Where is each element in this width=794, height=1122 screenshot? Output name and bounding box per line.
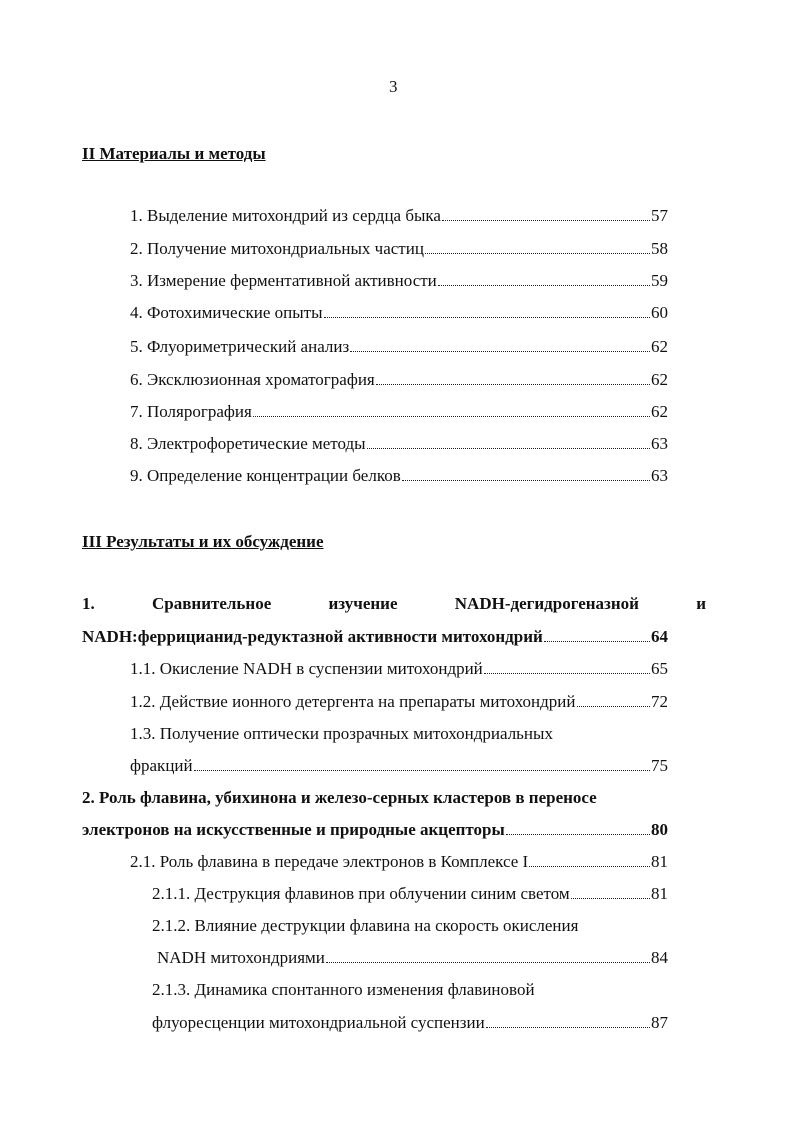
- dot-leader: [438, 270, 650, 286]
- toc-item-2-1-2-line1[interactable]: [152, 915, 668, 937]
- toc-text: 5. Флуориметрический анализ: [130, 337, 350, 356]
- toc-page: 64: [651, 627, 668, 646]
- toc-item-methods-3[interactable]: [130, 270, 668, 292]
- toc-chapter-2[interactable]: [82, 819, 668, 841]
- toc-item-1-3-line1[interactable]: [130, 723, 668, 745]
- toc-page: 65: [651, 659, 668, 678]
- dot-leader: [376, 369, 650, 385]
- toc-text: 2. Роль флавина, убихинона и железо-серных кластеров в переносе: [82, 788, 597, 807]
- toc-item-2-1[interactable]: [130, 851, 668, 873]
- page-number: 3: [389, 77, 398, 96]
- dot-leader: [253, 401, 650, 417]
- toc-item-1-3[interactable]: [130, 755, 668, 777]
- toc-text: 1. Выделение митохондрий из сердца быка: [130, 206, 441, 225]
- toc-item-2-1-3[interactable]: [152, 1012, 668, 1034]
- toc-item-methods-2[interactable]: [130, 238, 668, 260]
- word: Сравнительное: [151, 594, 272, 613]
- toc-page: 63: [651, 434, 668, 453]
- toc-text: 6. Эксклюзионная хроматография: [130, 370, 375, 389]
- word: NADH-дегидрогеназной: [454, 594, 639, 613]
- toc-chapter-1-line1: [82, 594, 706, 614]
- dot-leader: [544, 626, 650, 642]
- toc-page: 59: [651, 271, 668, 290]
- toc-page: 80: [651, 820, 668, 839]
- toc-text: 4. Фотохимические опыты: [130, 303, 323, 322]
- toc-page: 60: [651, 303, 668, 322]
- toc-page: 63: [651, 466, 668, 485]
- toc-item-2-1-2[interactable]: [157, 947, 668, 969]
- toc-text: 9. Определение концентрации белков: [130, 466, 401, 485]
- toc-text: 1.2. Действие ионного детергента на препараты митохондрий: [130, 692, 576, 711]
- toc-page: 81: [651, 884, 668, 903]
- toc-item-1-2[interactable]: [130, 691, 668, 713]
- toc-text: 7. Полярография: [130, 402, 252, 421]
- dot-leader: [529, 851, 650, 867]
- dot-leader: [402, 465, 650, 481]
- toc-chapter-2-line1[interactable]: [82, 787, 668, 809]
- toc-item-1-1[interactable]: [130, 658, 668, 680]
- dot-leader: [425, 238, 650, 254]
- word: и: [696, 594, 706, 613]
- section-heading-materials: II Материалы и методы: [82, 144, 266, 163]
- toc-text: 2.1.1. Деструкция флавинов при облучении синим светом: [152, 884, 570, 903]
- dot-leader: [571, 883, 650, 899]
- toc-text: 1.3. Получение оптически прозрачных митохондриальных: [130, 724, 553, 743]
- toc-text: 2.1. Роль флавина в передаче электронов в Комплексе I: [130, 852, 529, 871]
- toc-text: 2.1.3. Динамика спонтанного изменения флавиновой: [152, 980, 535, 999]
- toc-text: 2. Получение митохондриальных частиц: [130, 239, 424, 258]
- toc-item-methods-7[interactable]: [130, 401, 668, 423]
- toc-item-methods-9[interactable]: [130, 465, 668, 487]
- word: изучение: [328, 594, 398, 613]
- dot-leader: [486, 1012, 650, 1028]
- toc-text: 3. Измерение ферментативной активности: [130, 271, 437, 290]
- toc-text: фракций: [130, 756, 193, 775]
- toc-chapter-1[interactable]: [82, 626, 668, 648]
- toc-item-2-1-3-line1[interactable]: [152, 979, 668, 1001]
- toc-page: 57: [651, 206, 668, 225]
- toc-page: 87: [651, 1013, 668, 1032]
- toc-page: 75: [651, 756, 668, 775]
- toc-page: 72: [651, 692, 668, 711]
- dot-leader: [506, 819, 650, 835]
- dot-leader: [442, 205, 650, 221]
- toc-item-methods-6[interactable]: [130, 369, 668, 391]
- toc-page: 62: [651, 370, 668, 389]
- toc-page: 81: [651, 852, 668, 871]
- toc-text: NADH:феррицианид-редуктазной активности митохондрий: [82, 627, 543, 646]
- word: 1.: [82, 594, 95, 613]
- toc-page: 62: [651, 337, 668, 356]
- toc-text: флуоресценции митохондриальной суспензии: [152, 1013, 485, 1032]
- toc-item-methods-1[interactable]: [130, 205, 668, 227]
- dot-leader: [484, 658, 650, 674]
- toc-item-2-1-1[interactable]: [152, 883, 668, 905]
- toc-item-methods-4[interactable]: [130, 302, 668, 324]
- dot-leader: [324, 302, 650, 318]
- dot-leader: [326, 947, 650, 963]
- toc-item-methods-8[interactable]: [130, 433, 668, 455]
- toc-text: 2.1.2. Влияние деструкции флавина на скорость окисления: [152, 916, 579, 935]
- toc-page: 58: [651, 239, 668, 258]
- toc-page: 62: [651, 402, 668, 421]
- dot-leader: [367, 433, 650, 449]
- toc-text: NADH митохондриями: [157, 948, 325, 967]
- toc-page: 84: [651, 948, 668, 967]
- toc-text: 8. Электрофоретические методы: [130, 434, 366, 453]
- toc-text: электронов на искусственные и природные акцепторы: [82, 820, 505, 839]
- section-heading-results: III Результаты и их обсуждение: [82, 532, 324, 551]
- toc-text: 1.1. Окисление NADH в суспензии митохондрий: [130, 659, 483, 678]
- dot-leader: [194, 755, 650, 771]
- dot-leader: [350, 336, 650, 352]
- toc-item-methods-5[interactable]: [130, 336, 668, 358]
- dot-leader: [577, 691, 651, 707]
